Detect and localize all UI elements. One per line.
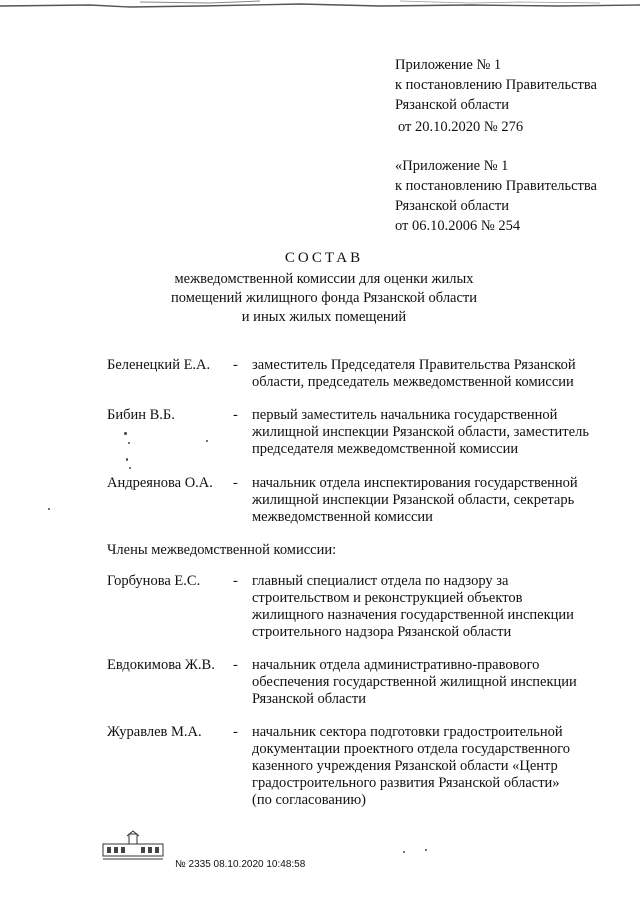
appendix-line-1: Приложение № 1: [395, 57, 502, 73]
member-duty: [252, 657, 612, 708]
duty-line: заместитель Председателя Правительства Рязанской: [252, 357, 576, 373]
member-duty: [252, 724, 612, 809]
scan-speck: [206, 440, 208, 442]
scan-speck: [48, 508, 50, 510]
appendix-header-current: [395, 55, 597, 137]
member-name: Журавлев М.А.: [107, 724, 202, 740]
appendix-original-line-2: к постановлению Правительства: [395, 178, 597, 194]
duty-line: межведомственной комиссии: [252, 509, 433, 525]
member-name: Горбунова Е.С.: [107, 573, 201, 589]
member-duty: [252, 475, 612, 526]
scan-edge-artifact: [0, 0, 640, 14]
scan-speck: [128, 442, 130, 444]
appendix-original-line-4: от 06.10.2006 № 254: [395, 218, 521, 234]
duty-line: жилищного назначения государственной инспекции: [252, 607, 574, 623]
member-dash: -: [233, 475, 238, 491]
title-line-2: помещений жилищного фонда Рязанской области: [170, 290, 478, 306]
member-dash: -: [233, 657, 238, 673]
registration-number: № 2335 08.10.2020 10:48:58: [175, 859, 306, 870]
document-title: СОСТАВ: [284, 250, 364, 266]
duty-line: Рязанской области: [252, 691, 366, 707]
title-line-3: и иных жилых помещений: [241, 309, 407, 325]
duty-line: первый заместитель начальника государственной: [252, 407, 558, 423]
duty-line: области, председатель межведомственной комиссии: [252, 374, 574, 390]
duty-line: градостроительного развития Рязанской области»: [252, 775, 560, 791]
members-heading: Члены межведомственной комиссии:: [107, 542, 337, 558]
duty-line: строительного надзора Рязанской области: [252, 624, 512, 640]
member-duty: [252, 407, 612, 458]
document-title-block: [0, 249, 640, 327]
member-duty: [252, 357, 612, 391]
duty-line: казенного учреждения Рязанской области «Центр: [252, 758, 558, 774]
appendix-line-2: к постановлению Правительства: [395, 77, 597, 93]
scan-speck: [425, 849, 427, 851]
member-dash: -: [233, 357, 238, 373]
member-name: Евдокимова Ж.В.: [107, 657, 215, 673]
member-duty: [252, 573, 612, 641]
government-stamp-icon: [101, 830, 165, 862]
member-dash: -: [233, 573, 238, 589]
member-name: Беленецкий Е.А.: [107, 357, 211, 373]
duty-line: начальник отдела административно-правового: [252, 657, 540, 673]
duty-line: жилищной инспекции Рязанской области, заместитель: [252, 424, 589, 440]
duty-line: обеспечения государственной жилищной инспекции: [252, 674, 577, 690]
member-name: Бибин В.Б.: [107, 407, 175, 423]
duty-line: председателя межведомственной комиссии: [252, 441, 519, 457]
duty-line: главный специалист отдела по надзору за: [252, 573, 509, 589]
scan-speck: [129, 467, 131, 469]
member-dash: -: [233, 407, 238, 423]
duty-line: строительством и реконструкцией объектов: [252, 590, 523, 606]
appendix-original-line-1: «Приложение № 1: [395, 158, 509, 174]
appendix-line-4: от 20.10.2020 № 276: [398, 119, 524, 135]
duty-line: начальник отдела инспектирования государственной: [252, 475, 578, 491]
appendix-line-3: Рязанской области: [395, 97, 509, 113]
duty-line: начальник сектора подготовки градостроительной: [252, 724, 563, 740]
appendix-original-line-3: Рязанской области: [395, 198, 509, 214]
member-name: Андреянова О.А.: [107, 475, 213, 491]
scan-speck: [403, 851, 405, 853]
appendix-header-original: [395, 156, 597, 236]
member-dash: -: [233, 724, 238, 740]
duty-line: документации проектного отдела государственного: [252, 741, 571, 757]
title-line-1: межведомственной комиссии для оценки жилых: [174, 271, 474, 287]
scan-speck: [126, 458, 128, 461]
duty-line: жилищной инспекции Рязанской области, секретарь: [252, 492, 575, 508]
duty-line: (по согласованию): [252, 792, 366, 808]
scan-speck: [124, 432, 127, 435]
